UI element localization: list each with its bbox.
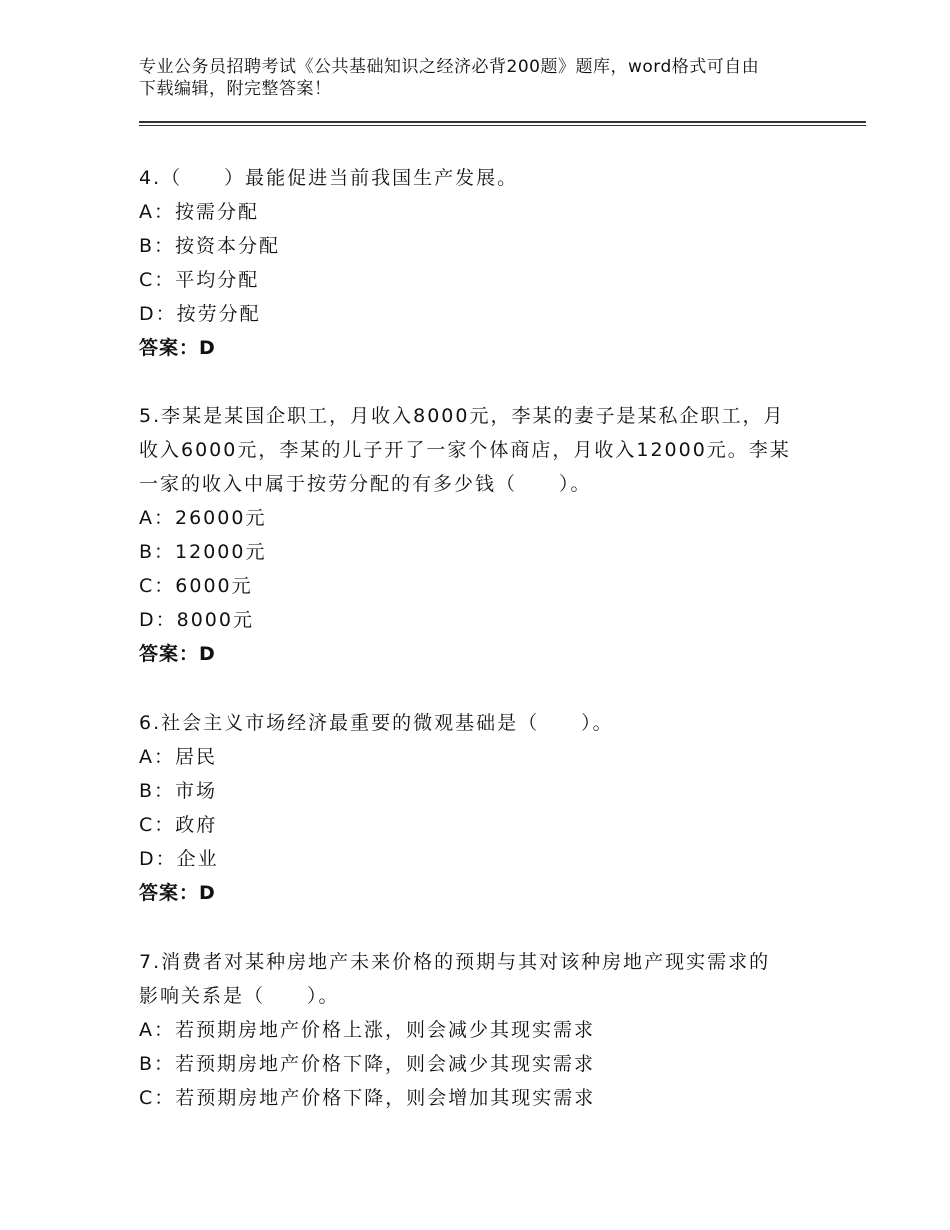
answer-line: 答案：D <box>139 643 216 665</box>
question-stem-line-2: 影响关系是（ ）。 <box>139 985 340 1007</box>
question-stem: 6.社会主义市场经济最重要的微观基础是（ ）。 <box>139 712 614 734</box>
option-d: D：按劳分配 <box>139 303 261 325</box>
option-a: A：26000元 <box>139 507 267 529</box>
option-d: D：8000元 <box>139 609 254 631</box>
option-c: C：6000元 <box>139 575 253 597</box>
header-line-2: 下载编辑，附完整答案！ <box>139 79 332 99</box>
document-header <box>139 56 819 100</box>
answer-line: 答案：D <box>139 882 216 904</box>
option-b: B：12000元 <box>139 541 267 563</box>
question-stem-line-2: 收入6000元，李某的儿子开了一家个体商店，月收入12000元。李某 <box>139 439 791 461</box>
question-7 <box>139 945 819 1115</box>
question-stem: 4.（ ）最能促进当前我国生产发展。 <box>139 167 519 189</box>
option-c: C：平均分配 <box>139 269 260 291</box>
header-line-1: 专业公务员招聘考试《公共基础知识之经济必背200题》题库，word格式可自由 <box>139 57 760 77</box>
option-a: A：若预期房地产价格上涨，则会减少其现实需求 <box>139 1019 595 1041</box>
answer-line: 答案：D <box>139 337 216 359</box>
question-stem-line-1: 5.李某是某国企职工，月收入8000元，李某的妻子是某私企职工，月 <box>139 405 785 427</box>
question-6 <box>139 706 819 910</box>
option-b: B：若预期房地产价格下降，则会减少其现实需求 <box>139 1053 596 1075</box>
question-4 <box>139 161 819 365</box>
option-b: B：市场 <box>139 780 218 802</box>
question-5 <box>139 399 819 671</box>
option-c: C：政府 <box>139 814 218 836</box>
option-c: C：若预期房地产价格下降，则会增加其现实需求 <box>139 1087 596 1109</box>
header-divider-thick <box>139 121 866 123</box>
option-a: A：按需分配 <box>139 201 259 223</box>
question-stem-line-1: 7.消费者对某种房地产未来价格的预期与其对该种房地产现实需求的 <box>139 951 771 973</box>
header-divider-thin <box>139 125 866 126</box>
option-a: A：居民 <box>139 746 217 768</box>
question-stem-line-3: 一家的收入中属于按劳分配的有多少钱（ ）。 <box>139 473 592 495</box>
option-d: D：企业 <box>139 848 219 870</box>
option-b: B：按资本分配 <box>139 235 281 257</box>
